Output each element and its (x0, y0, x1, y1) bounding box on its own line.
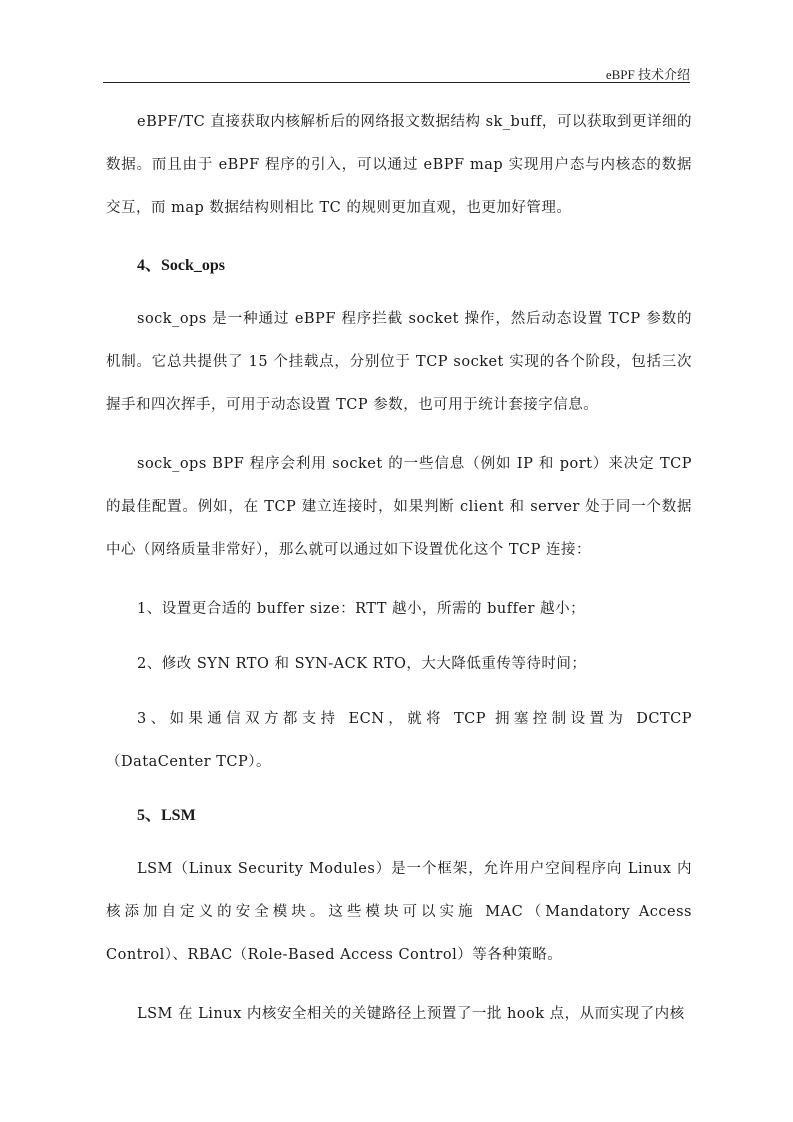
page-content (106, 101, 692, 1052)
section-heading-lsm: 5、LSM (137, 807, 196, 824)
section-heading-sock-ops: 4、Sock_ops (137, 257, 226, 274)
paragraph-tc-intro: eBPF/TC 直接获取内核解析后的网络报文数据结构 sk_buff，可以获取到更详细的数据。而且由于 eBPF 程序的引入，可以通过 eBPF map 实现用户态与内核态的数据交互，而 map 数据结构则相比 TC 的规则更加直观，也更加好管理。 (106, 114, 692, 216)
paragraph-sock-ops-definition: sock_ops 是一种通过 eBPF 程序拦截 socket 操作，然后动态设置 TCP 参数的机制。它总共提供了 15 个挂载点，分别位于 TCP socket 实现的各个阶段，包括三次握手和四次挥手，可用于动态设置 TCP 参数，也可用于统计套接字信息。 (106, 311, 692, 413)
list-item-dctcp: 3、如果通信双方都支持 ECN，就将 TCP 拥塞控制设置为 DCTCP（DataCenter TCP）。 (106, 711, 692, 770)
paragraph-sock-ops-config: sock_ops BPF 程序会利用 socket 的一些信息（例如 IP 和 port）来决定 TCP 的最佳配置。例如，在 TCP 建立连接时，如果判断 client 和 server 处于同一个数据中心（网络质量非常好），那么就可以通过如下设置优化这个 TCP 连接： (106, 456, 692, 558)
paragraph-lsm-definition: LSM（Linux Security Modules）是一个框架，允许用户空间程序向 Linux 内核添加自定义的安全模块。这些模块可以实施 MAC（Mandatory Access Control）、RBAC（Role-Based Access Control）等各种策略。 (106, 861, 692, 963)
paragraph-lsm-hooks: LSM 在 Linux 内核安全相关的关键路径上预置了一批 hook 点，从而实现了内核 (137, 1006, 685, 1022)
list-item-syn-rto: 2、修改 SYN RTO 和 SYN-ACK RTO，大大降低重传等待时间； (137, 656, 587, 672)
list-item-buffer-size: 1、设置更合适的 buffer size：RTT 越小，所需的 buffer 越小； (137, 601, 586, 617)
running-header-title: eBPF 技术介绍 (605, 67, 690, 82)
header-rule (103, 82, 690, 83)
